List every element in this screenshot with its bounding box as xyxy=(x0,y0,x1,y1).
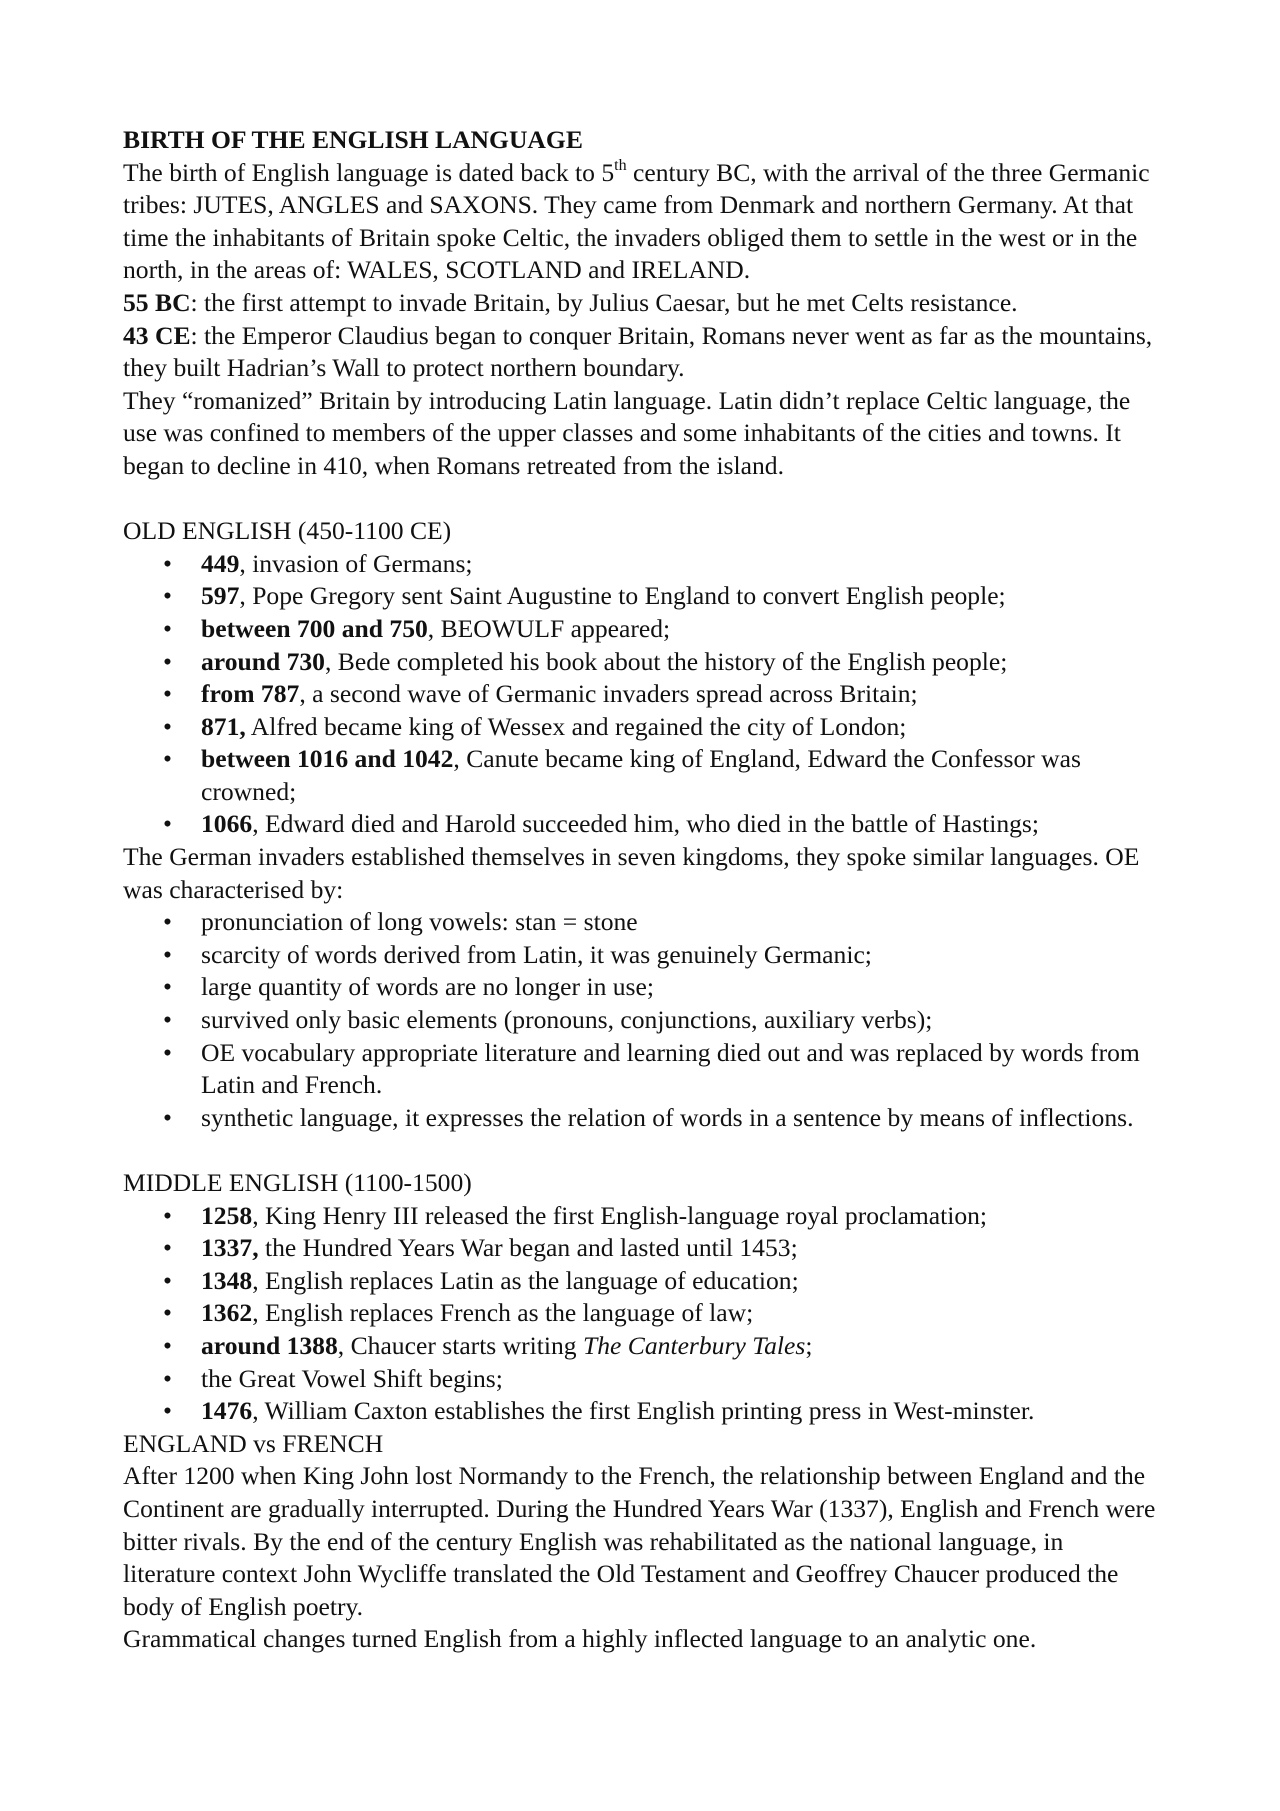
bullet-icon: • xyxy=(163,744,172,774)
bullet-icon: • xyxy=(163,646,172,676)
bullet-icon: • xyxy=(163,1330,172,1360)
list-item: • 1348, English replaces Latin as the language of education; xyxy=(123,1265,1160,1298)
bullet-icon: • xyxy=(163,1363,172,1393)
list-item: • from 787, a second wave of Germanic invaders spread across Britain; xyxy=(123,678,1160,711)
bullet-icon: • xyxy=(163,1265,172,1295)
list-item: • between 1016 and 1042, Canute became king of England, Edward the Confessor was crowned; xyxy=(163,744,1081,806)
old-english-events-list xyxy=(123,548,1160,841)
england-vs-french-paragraph: After 1200 when King John lost Normandy to the French, the relationship between England and the Continent are gradually interrupted. During the Hundred Years War (1337), English and French were bitter rivals. By the end of the century English was rehabilitated as the national language, in literature context John Wycliffe translated the Old Testament and Geoffrey Chaucer produced the body of English poetry. xyxy=(123,1461,1156,1621)
bullet-icon: • xyxy=(163,711,172,741)
bullet-icon: • xyxy=(163,907,172,937)
blank-line xyxy=(123,483,1160,516)
list-item: • 1476, William Caxton establishes the first English printing press in West-minster. xyxy=(123,1395,1160,1428)
list-item: • around 730, Bede completed his book about the history of the English people; xyxy=(123,646,1160,679)
bullet-icon: • xyxy=(163,1005,172,1035)
blank-line xyxy=(123,1134,1160,1167)
document-title: BIRTH OF THE ENGLISH LANGUAGE xyxy=(123,125,583,154)
list-item: • 1066, Edward died and Harold succeeded him, who died in the battle of Hastings; xyxy=(123,808,1160,841)
list-item: • OE vocabulary appropriate literature and learning died out and was replaced by words from Latin and French. xyxy=(163,1037,1140,1100)
bullet-icon: • xyxy=(163,1396,172,1426)
list-item: • large quantity of words are no longer in use; xyxy=(123,971,1160,1004)
bullet-icon: • xyxy=(163,1233,172,1263)
date-label: 55 BC xyxy=(123,287,191,317)
bullet-icon: • xyxy=(163,1037,172,1067)
old-english-features-list xyxy=(123,906,1160,1134)
old-english-heading: OLD ENGLISH (450-1100 CE) xyxy=(123,516,452,546)
bullet-icon: • xyxy=(163,939,172,969)
list-item: • survived only basic elements (pronouns, conjunctions, auxiliary verbs); xyxy=(123,1004,1160,1037)
list-item: • 1258, King Henry III released the first English-language royal proclamation; xyxy=(123,1200,1160,1233)
intro-paragraph: The birth of English language is dated back to 5th century BC, with the arrival of the three Germanic tribes: JUTES, ANGLES and SAXONS. They came from Denmark and northern Germany. At that time the inhabitants of Britain spoke Celtic, the invaders obliged them to settle in the west or in the north, in the areas of: WALES, SCOTLAND and IRELAND. xyxy=(123,156,1150,285)
list-item: • around 1388, Chaucer starts writing The Canterbury Tales; xyxy=(123,1330,1160,1363)
bullet-icon: • xyxy=(163,809,172,839)
list-item: • synthetic language, it expresses the relation of words in a sentence by means of inflections. xyxy=(123,1102,1160,1135)
date-label: 43 CE xyxy=(123,320,191,350)
list-item: • 1362, English replaces French as the language of law; xyxy=(123,1297,1160,1330)
bullet-icon: • xyxy=(163,581,172,611)
list-item: • 871, Alfred became king of Wessex and regained the city of London; xyxy=(123,711,1160,744)
bullet-icon: • xyxy=(163,1200,172,1230)
superscript-th: th xyxy=(614,156,627,174)
bullet-icon: • xyxy=(163,1298,172,1328)
old-english-summary: The German invaders established themselves in seven kingdoms, they spoke similar languages. OE was characterised by: xyxy=(123,842,1140,904)
england-vs-french-heading: ENGLAND vs FRENCH xyxy=(123,1428,384,1458)
book-title: The Canterbury Tales xyxy=(583,1330,806,1360)
romanized-paragraph: They “romanized” Britain by introducing Latin language. Latin didn’t replace Celtic language, the use was confined to members of the upper classes and some inhabitants of the cities and towns. It began to decline in 410, when Romans retreated from the island. xyxy=(123,385,1131,480)
event-43-ce: 43 CE: the Emperor Claudius began to conquer Britain, Romans never went as far as the mountains, they built Hadrian’s Wall to protect northern boundary. xyxy=(123,320,1153,383)
list-item: • 1337, the Hundred Years War began and lasted until 1453; xyxy=(123,1232,1160,1265)
bullet-icon: • xyxy=(163,679,172,709)
middle-english-heading: MIDDLE ENGLISH (1100-1500) xyxy=(123,1168,472,1197)
bullet-icon: • xyxy=(163,1102,172,1132)
list-item: • between 700 and 750, BEOWULF appeared; xyxy=(123,613,1160,646)
list-item: • scarcity of words derived from Latin, it was genuinely Germanic; xyxy=(123,939,1160,972)
grammatical-changes-paragraph: Grammatical changes turned English from a highly inflected language to an analytic one. xyxy=(123,1624,1037,1654)
bullet-icon: • xyxy=(163,548,172,578)
list-item: • the Great Vowel Shift begins; xyxy=(123,1363,1160,1396)
bullet-icon: • xyxy=(163,613,172,643)
event-55-bc: 55 BC: the first attempt to invade Britain, by Julius Caesar, but he met Celts resistance. xyxy=(123,287,1018,317)
list-item: • 449, invasion of Germans; xyxy=(123,548,1160,581)
bullet-icon: • xyxy=(163,972,172,1002)
list-item: • pronunciation of long vowels: stan = stone xyxy=(123,906,1160,939)
list-item: • 597, Pope Gregory sent Saint Augustine to England to convert English people; xyxy=(123,580,1160,613)
middle-english-events-list xyxy=(123,1200,1160,1428)
